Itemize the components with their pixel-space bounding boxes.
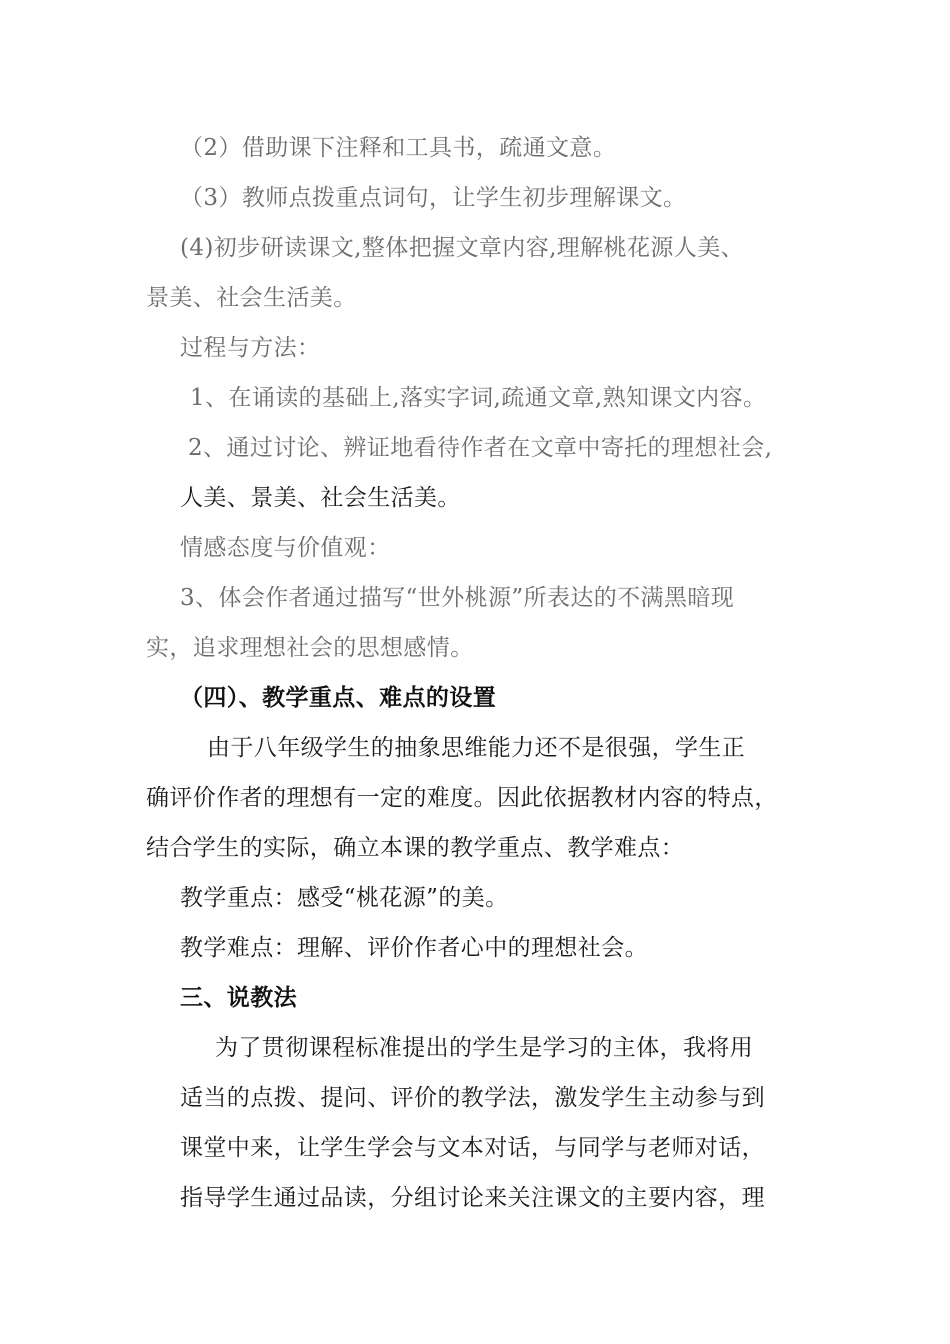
section-3-paragraph-line-2: 适当的点拨、提问、评价的教学法，激发学生主动参与到 [180, 1085, 765, 1111]
section-3-paragraph-line-1: 为了贯彻课程标准提出的学生是学习的主体，我将用 [215, 1035, 754, 1061]
process-item-2-line-1: 2、通过讨论、辨证地看待作者在文章中寄托的理想社会, [188, 435, 773, 461]
emotion-heading: 情感态度与价值观： [180, 535, 391, 561]
emotion-item-3-line-1: 3、体会作者通过描写“世外桃源”所表达的不满黑暗现 [180, 585, 735, 611]
section-4-heading: （四）、教学重点、难点的设置 [180, 685, 497, 711]
process-item-2-line-2: 人美、景美、社会生活美。 [180, 485, 461, 511]
objective-item-3: （3）教师点拨重点词句，让学生初步理解课文。 [180, 185, 687, 211]
section-4-paragraph-line-2: 确评价作者的理想有一定的难度。因此依据教材内容的特点， [146, 785, 778, 811]
section-4-paragraph-line-1: 由于八年级学生的抽象思维能力还不是很强，学生正 [207, 735, 746, 761]
objective-item-4-line-1: (4)初步研读课文,整体把握文章内容,理解桃花源人美、 [180, 235, 745, 261]
objective-item-2: （2）借助课下注释和工具书，疏通文意。 [180, 135, 617, 161]
section-3-heading: 三、说教法 [180, 985, 297, 1011]
process-item-1: 1、在诵读的基础上,落实字词,疏通文章,熟知课文内容。 [190, 385, 767, 411]
emotion-item-3-line-2: 实，追求理想社会的思想感情。 [146, 635, 474, 661]
teaching-difficulty: 教学难点：理解、评价作者心中的理想社会。 [180, 935, 648, 961]
section-3-paragraph-line-4: 指导学生通过品读，分组讨论来关注课文的主要内容，理 [180, 1185, 765, 1211]
objective-item-4-line-2: 景美、社会生活美。 [146, 285, 357, 311]
process-heading: 过程与方法： [180, 335, 321, 361]
section-4-paragraph-line-3: 结合学生的实际，确立本课的教学重点、教学难点： [146, 835, 685, 861]
teaching-key-point: 教学重点：感受“桃花源”的美。 [180, 885, 509, 911]
section-3-paragraph-line-3: 课堂中来，让学生学会与文本对话，与同学与老师对话， [180, 1135, 765, 1161]
